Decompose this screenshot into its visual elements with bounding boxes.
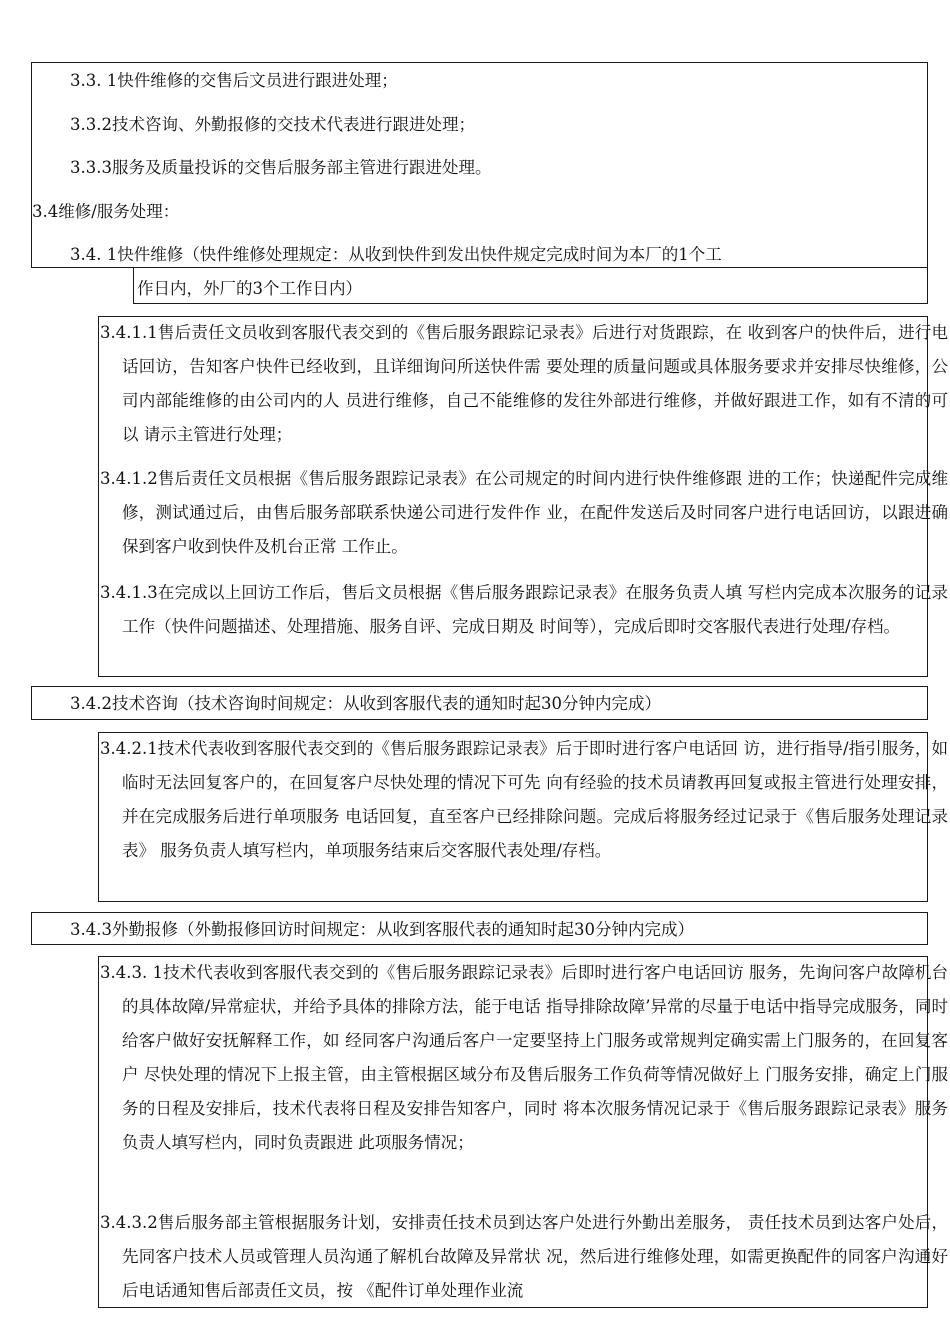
- heading-3-4-2: 3.4.2技术咨询（技术咨询时间规定：从收到客服代表的通知时起30分钟内完成）: [70, 694, 661, 713]
- item-3-4-1-line2: 作日内，外厂的3个工作日内）: [137, 279, 362, 298]
- item-3-4-1-line1: 3.4. 1快件维修（快件维修处理规定：从收到快件到发出快件规定完成时间为本厂的1个工: [70, 245, 722, 264]
- item-3-4-1-1: 3.4.1.1售后责任文员收到客服代表交到的《售后服务跟踪记录表》后进行对货跟踪，在 收到客户的快件后，进行电话回访，告知客户快件已经收到，且详细询问所送快件需 要处理的质量问题或具体服务要求并安排尽快维修，公司内部能维修的由公司内的人 员进行维修，自己不能维修的发往外部进行维修，并做好跟进工作，如有不清的可以 请示主管进行处理；: [100, 323, 948, 444]
- item-3-4-1-3: 3.4.1.3在完成以上回访工作后，售后文员根据《售后服务跟踪记录表》在服务负责人填 写栏内完成本次服务的记录工作（快件问题描述、处理措施、服务自评、完成日期及 时间等），完成后即时交客服代表进行处理/存档。: [100, 583, 948, 636]
- heading-3-4: 3.4维修/服务处理：: [32, 202, 180, 221]
- item-3-3-3: 3.3.3服务及质量投诉的交售后服务部主管进行跟进处理。: [70, 158, 492, 177]
- item-3-3-2: 3.3.2技术咨询、外勤报修的交技术代表进行跟进处理；: [70, 115, 475, 134]
- item-3-4-1-2: 3.4.1.2售后责任文员根据《售后服务跟踪记录表》在公司规定的时间内进行快件维修跟 进的工作；快递配件完成维修，测试通过后，由售后服务部联系快递公司进行发件作 业，在配件发送后及时同客户进行电话回访，以跟进确保到客户收到快件及机台正常 工作止。: [100, 469, 948, 556]
- item-3-3-1: 3.3. 1快件维修的交售后文员进行跟进处理；: [70, 71, 398, 90]
- item-3-4-2-1: 3.4.2.1技术代表收到客服代表交到的《售后服务跟踪记录表》后于即时进行客户电话回 访，进行指导/指引服务，如临时无法回复客户的，在回复客户尽快处理的情况下可先 向有经验的技术员请教再回复或报主管进行处理安排，并在完成服务后进行单项服务 电话回复，直至客户已经排除问题。完成后将服务经过记录于《售后服务处理记录表》 服务负责人填写栏内，单项服务结束后交客服代表处理/存档。: [100, 739, 948, 860]
- item-3-4-3-2: 3.4.3.2售后服务部主管根据服务计划，安排责任技术员到达客户处进行外勤出差服务， 责任技术员到达客户处后，先同客户技术人员或管理人员沟通了解机台故障及异常状 况，然后进行维修处理，如需更换配件的同客户沟通好后电话通知售后部责任文员，按 《配件订单处理作业流: [100, 1213, 948, 1300]
- heading-3-4-3: 3.4.3外勤报修（外勤报修回访时间规定：从收到客服代表的通知时起30分钟内完成）: [70, 920, 694, 939]
- item-3-4-3-1: 3.4.3. 1技术代表收到客服代表交到的《售后服务跟踪记录表》后即时进行客户电话回访 服务，先询问客户故障机台的具体故障/异常症状，并给予具体的排除方法，能于电话 指导排除故障’异常的尽量于电话中指导完成服务，同时给客户做好安抚解释工作，如 经同客户沟通后客户一定要坚持上门服务或常规判定确实需上门服务的，在回复客户 尽快处理的情况下上报主管，由主管根据区域分布及售后服务工作负荷等情况做好上 门服务安排，确定上门服务的日程及安排后，技术代表将日程及安排告知客户，同时 将本次服务情况记录于《售后服务跟踪记录表》服务负责人填写栏内，同时负责跟进 此项服务情况；: [100, 963, 948, 1152]
